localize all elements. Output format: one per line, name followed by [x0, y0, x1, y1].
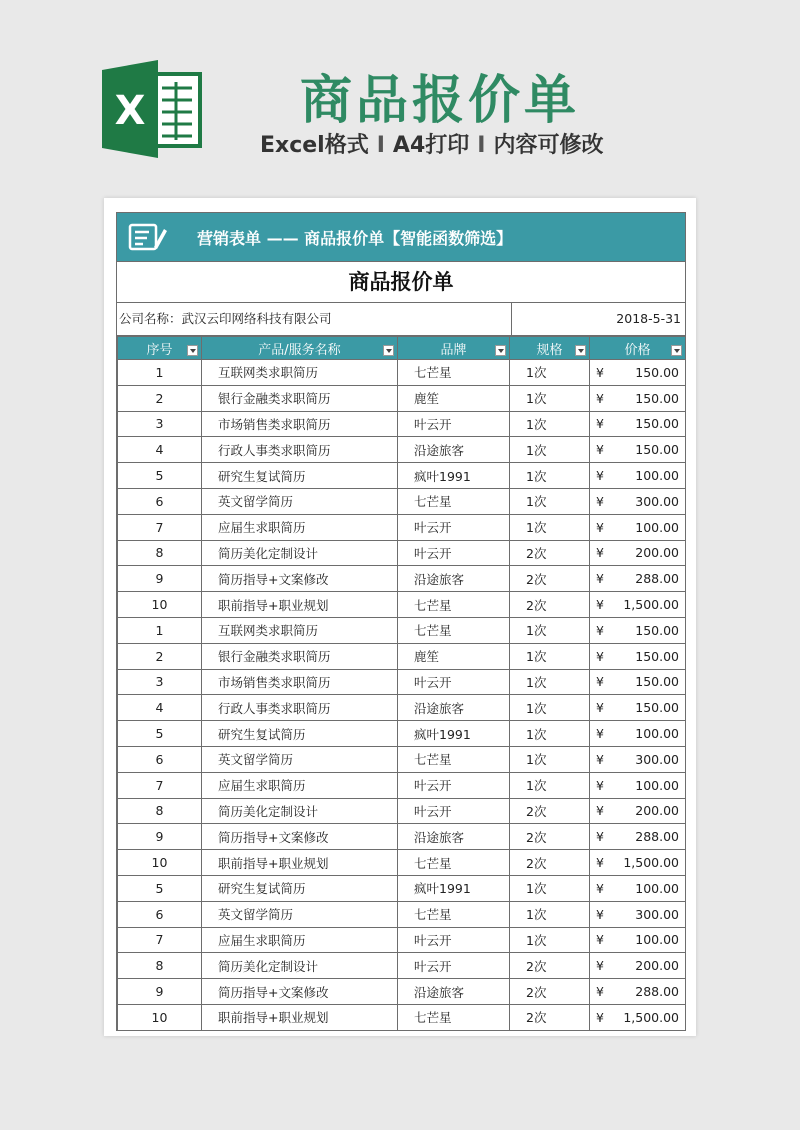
cell-price[interactable] — [590, 540, 686, 566]
currency-symbol: ¥ — [596, 622, 604, 638]
price-amount: 100.00 — [635, 468, 679, 484]
excel-logo-icon — [100, 60, 204, 158]
filter-dropdown-icon[interactable] — [671, 345, 682, 356]
cell-brand[interactable]: 沿途旅客 — [398, 437, 510, 463]
table-row — [118, 360, 686, 386]
cell-brand[interactable]: 七芒星 — [398, 617, 510, 643]
column-header-label: 产品/服务名称 — [258, 342, 341, 358]
table-row — [118, 463, 686, 489]
table-row — [118, 695, 686, 721]
currency-symbol: ¥ — [596, 700, 604, 716]
cell-spec[interactable]: 1次 — [510, 463, 590, 489]
currency-symbol: ¥ — [596, 958, 604, 974]
cell-product[interactable]: 银行金融类求职简历 — [202, 643, 398, 669]
table-row — [118, 617, 686, 643]
currency-symbol: ¥ — [596, 597, 604, 613]
currency-symbol: ¥ — [596, 803, 604, 819]
cell-price[interactable] — [590, 360, 686, 386]
cell-spec[interactable]: 1次 — [510, 488, 590, 514]
cell-no[interactable]: 7 — [118, 927, 202, 953]
price-amount: 288.00 — [635, 571, 679, 587]
cell-price[interactable] — [590, 514, 686, 540]
cell-spec[interactable]: 2次 — [510, 798, 590, 824]
cell-price[interactable] — [590, 411, 686, 437]
table-row — [118, 566, 686, 592]
cell-spec[interactable]: 1次 — [510, 385, 590, 411]
currency-symbol: ¥ — [596, 932, 604, 948]
cell-spec[interactable]: 2次 — [510, 1004, 590, 1030]
cell-no[interactable]: 10 — [118, 850, 202, 876]
column-header-label: 价格 — [624, 342, 651, 358]
cell-product[interactable]: 简历指导+文案修改 — [202, 824, 398, 850]
cell-brand[interactable]: 叶云开 — [398, 669, 510, 695]
filter-dropdown-icon[interactable] — [495, 345, 506, 356]
currency-symbol: ¥ — [596, 726, 604, 742]
cell-brand[interactable]: 鹿笙 — [398, 643, 510, 669]
cell-product[interactable]: 市场销售类求职简历 — [202, 669, 398, 695]
cell-product[interactable]: 行政人事类求职简历 — [202, 695, 398, 721]
cell-spec[interactable]: 2次 — [510, 953, 590, 979]
table-row — [118, 540, 686, 566]
cell-spec[interactable]: 1次 — [510, 437, 590, 463]
currency-symbol: ¥ — [596, 674, 604, 690]
sheet-header-text: 营销表单 —— 商品报价单【智能函数筛选】 — [197, 229, 513, 248]
main-title: 商品报价单 — [300, 71, 581, 131]
cell-brand[interactable]: 叶云开 — [398, 953, 510, 979]
cell-product[interactable]: 英文留学简历 — [202, 746, 398, 772]
cell-no[interactable]: 7 — [118, 514, 202, 540]
cell-price[interactable] — [590, 1004, 686, 1030]
cell-spec[interactable]: 2次 — [510, 566, 590, 592]
price-amount: 100.00 — [635, 726, 679, 742]
cell-no[interactable]: 9 — [118, 979, 202, 1005]
cell-no[interactable]: 9 — [118, 824, 202, 850]
cell-brand[interactable]: 七芒星 — [398, 850, 510, 876]
cell-product[interactable]: 英文留学简历 — [202, 901, 398, 927]
info-row — [117, 303, 685, 336]
quote-date: 2018-5-31 — [616, 311, 681, 326]
price-amount: 150.00 — [635, 442, 679, 458]
cell-brand[interactable]: 鹿笙 — [398, 385, 510, 411]
cell-no[interactable]: 2 — [118, 643, 202, 669]
document-pen-icon — [127, 221, 167, 253]
cell-spec[interactable]: 1次 — [510, 927, 590, 953]
cell-price[interactable] — [590, 875, 686, 901]
currency-symbol: ¥ — [596, 468, 604, 484]
cell-spec[interactable]: 1次 — [510, 695, 590, 721]
column-header-spec — [510, 337, 590, 360]
cell-no[interactable]: 8 — [118, 540, 202, 566]
cell-no[interactable]: 7 — [118, 772, 202, 798]
cell-price[interactable] — [590, 721, 686, 747]
cell-spec[interactable]: 2次 — [510, 540, 590, 566]
cell-spec[interactable]: 1次 — [510, 875, 590, 901]
banner — [0, 0, 800, 190]
price-amount: 150.00 — [635, 700, 679, 716]
currency-symbol: ¥ — [596, 390, 604, 406]
price-amount: 150.00 — [635, 390, 679, 406]
currency-symbol: ¥ — [596, 648, 604, 664]
cell-brand[interactable]: 七芒星 — [398, 488, 510, 514]
table-row — [118, 488, 686, 514]
currency-symbol: ¥ — [596, 906, 604, 922]
currency-symbol: ¥ — [596, 880, 604, 896]
cell-product[interactable]: 研究生复试简历 — [202, 721, 398, 747]
cell-product[interactable]: 应届生求职简历 — [202, 927, 398, 953]
cell-price[interactable] — [590, 592, 686, 618]
cell-brand[interactable]: 疯叶1991 — [398, 463, 510, 489]
cell-brand[interactable]: 叶云开 — [398, 514, 510, 540]
currency-symbol: ¥ — [596, 545, 604, 561]
cell-brand[interactable]: 疯叶1991 — [398, 875, 510, 901]
cell-spec[interactable]: 1次 — [510, 669, 590, 695]
column-header-brand — [398, 337, 510, 360]
table-row — [118, 437, 686, 463]
cell-no[interactable]: 10 — [118, 592, 202, 618]
cell-no[interactable]: 4 — [118, 437, 202, 463]
cell-no[interactable]: 1 — [118, 617, 202, 643]
subtitle-separator: I — [376, 133, 385, 158]
currency-symbol: ¥ — [596, 855, 604, 871]
cell-spec[interactable]: 1次 — [510, 643, 590, 669]
cell-brand[interactable]: 七芒星 — [398, 360, 510, 386]
subtitle-print: A4打印 — [392, 133, 470, 158]
filter-dropdown-icon[interactable] — [187, 345, 198, 356]
cell-product[interactable]: 互联网类求职简历 — [202, 617, 398, 643]
filter-dropdown-icon[interactable] — [383, 345, 394, 356]
price-amount: 150.00 — [635, 416, 679, 432]
cell-price[interactable] — [590, 798, 686, 824]
cell-brand[interactable]: 叶云开 — [398, 540, 510, 566]
currency-symbol: ¥ — [596, 493, 604, 509]
cell-spec[interactable]: 1次 — [510, 901, 590, 927]
table-row — [118, 772, 686, 798]
cell-price[interactable] — [590, 927, 686, 953]
currency-symbol: ¥ — [596, 442, 604, 458]
cell-no[interactable]: 6 — [118, 488, 202, 514]
cell-no[interactable]: 9 — [118, 566, 202, 592]
cell-brand[interactable]: 七芒星 — [398, 901, 510, 927]
price-amount: 100.00 — [635, 880, 679, 896]
cell-price[interactable] — [590, 385, 686, 411]
subtitle-format: Excel格式 — [260, 133, 369, 158]
cell-spec[interactable]: 2次 — [510, 850, 590, 876]
cell-price[interactable] — [590, 488, 686, 514]
price-amount: 300.00 — [635, 493, 679, 509]
table-row — [118, 927, 686, 953]
cell-product[interactable]: 研究生复试简历 — [202, 875, 398, 901]
cell-product[interactable]: 市场销售类求职简历 — [202, 411, 398, 437]
table-row — [118, 798, 686, 824]
cell-brand[interactable]: 疯叶1991 — [398, 721, 510, 747]
table-row — [118, 643, 686, 669]
cell-spec[interactable]: 1次 — [510, 772, 590, 798]
table-row — [118, 979, 686, 1005]
cell-product[interactable]: 简历指导+文案修改 — [202, 979, 398, 1005]
cell-price[interactable] — [590, 953, 686, 979]
cell-product[interactable]: 简历美化定制设计 — [202, 798, 398, 824]
cell-product[interactable]: 职前指导+职业规划 — [202, 592, 398, 618]
cell-product[interactable]: 行政人事类求职简历 — [202, 437, 398, 463]
currency-symbol: ¥ — [596, 571, 604, 587]
price-amount: 150.00 — [635, 674, 679, 690]
table-row — [118, 824, 686, 850]
column-header-label: 规格 — [536, 342, 563, 358]
sheet-header-bar — [117, 213, 685, 262]
cell-price[interactable] — [590, 772, 686, 798]
cell-price[interactable] — [590, 437, 686, 463]
cell-product[interactable]: 职前指导+职业规划 — [202, 1004, 398, 1030]
cell-price[interactable] — [590, 463, 686, 489]
currency-symbol: ¥ — [596, 416, 604, 432]
cell-spec[interactable]: 1次 — [510, 746, 590, 772]
cell-spec[interactable]: 2次 — [510, 824, 590, 850]
cell-spec[interactable]: 1次 — [510, 360, 590, 386]
cell-product[interactable]: 简历指导+文案修改 — [202, 566, 398, 592]
price-amount: 200.00 — [635, 958, 679, 974]
price-table — [117, 336, 686, 1031]
currency-symbol: ¥ — [596, 829, 604, 845]
cell-brand[interactable]: 沿途旅客 — [398, 695, 510, 721]
price-amount: 300.00 — [635, 751, 679, 767]
cell-no[interactable]: 5 — [118, 721, 202, 747]
cell-no[interactable]: 6 — [118, 746, 202, 772]
cell-product[interactable]: 互联网类求职简历 — [202, 360, 398, 386]
price-amount: 100.00 — [635, 932, 679, 948]
price-amount: 100.00 — [635, 519, 679, 535]
table-row — [118, 901, 686, 927]
cell-spec[interactable]: 1次 — [510, 514, 590, 540]
currency-symbol: ¥ — [596, 777, 604, 793]
price-amount: 200.00 — [635, 803, 679, 819]
cell-price[interactable] — [590, 901, 686, 927]
column-header-no — [118, 337, 202, 360]
cell-spec[interactable]: 2次 — [510, 979, 590, 1005]
cell-brand[interactable]: 七芒星 — [398, 1004, 510, 1030]
cell-no[interactable]: 5 — [118, 875, 202, 901]
table-row — [118, 669, 686, 695]
table-row — [118, 850, 686, 876]
cell-product[interactable]: 简历美化定制设计 — [202, 540, 398, 566]
cell-price[interactable] — [590, 617, 686, 643]
cell-product[interactable]: 应届生求职简历 — [202, 772, 398, 798]
currency-symbol: ¥ — [596, 1009, 604, 1025]
cell-spec[interactable]: 1次 — [510, 617, 590, 643]
paper-sheet — [104, 198, 696, 1036]
price-amount: 150.00 — [635, 648, 679, 664]
table-row — [118, 875, 686, 901]
currency-symbol: ¥ — [596, 984, 604, 1000]
subtitle-editable: 内容可修改 — [493, 133, 604, 158]
table-row — [118, 721, 686, 747]
column-header-label: 序号 — [146, 342, 173, 358]
sheet-title: 商品报价单 — [117, 262, 685, 303]
excel-logo-letter: X — [114, 88, 146, 134]
cell-no[interactable]: 3 — [118, 669, 202, 695]
price-amount: 288.00 — [635, 829, 679, 845]
table-row — [118, 514, 686, 540]
cell-no[interactable]: 6 — [118, 901, 202, 927]
cell-spec[interactable]: 1次 — [510, 411, 590, 437]
price-amount: 1,500.00 — [623, 597, 679, 613]
price-amount: 100.00 — [635, 777, 679, 793]
price-amount: 150.00 — [635, 622, 679, 638]
cell-price[interactable] — [590, 695, 686, 721]
column-header-price — [590, 337, 686, 360]
cell-brand[interactable]: 叶云开 — [398, 927, 510, 953]
cell-product[interactable]: 银行金融类求职简历 — [202, 385, 398, 411]
cell-brand[interactable]: 叶云开 — [398, 798, 510, 824]
cell-product[interactable]: 应届生求职简历 — [202, 514, 398, 540]
cell-no[interactable]: 2 — [118, 385, 202, 411]
price-amount: 1,500.00 — [623, 1009, 679, 1025]
price-amount: 300.00 — [635, 906, 679, 922]
cell-no[interactable]: 10 — [118, 1004, 202, 1030]
cell-no[interactable]: 8 — [118, 798, 202, 824]
subtitle — [260, 128, 603, 159]
price-amount: 200.00 — [635, 545, 679, 561]
column-header-product — [202, 337, 398, 360]
cell-brand[interactable]: 叶云开 — [398, 411, 510, 437]
cell-product[interactable]: 简历美化定制设计 — [202, 953, 398, 979]
cell-product[interactable]: 职前指导+职业规划 — [202, 850, 398, 876]
table-row — [118, 385, 686, 411]
price-amount: 1,500.00 — [623, 855, 679, 871]
cell-price[interactable] — [590, 669, 686, 695]
price-amount: 150.00 — [635, 364, 679, 380]
cell-price[interactable] — [590, 746, 686, 772]
cell-brand[interactable]: 叶云开 — [398, 772, 510, 798]
currency-symbol: ¥ — [596, 519, 604, 535]
cell-brand[interactable]: 沿途旅客 — [398, 979, 510, 1005]
table-row — [118, 592, 686, 618]
cell-no[interactable]: 5 — [118, 463, 202, 489]
cell-product[interactable]: 研究生复试简历 — [202, 463, 398, 489]
cell-brand[interactable]: 七芒星 — [398, 746, 510, 772]
cell-no[interactable]: 4 — [118, 695, 202, 721]
cell-spec[interactable]: 1次 — [510, 721, 590, 747]
filter-dropdown-icon[interactable] — [575, 345, 586, 356]
cell-no[interactable]: 8 — [118, 953, 202, 979]
table-row — [118, 411, 686, 437]
cell-price[interactable] — [590, 824, 686, 850]
cell-brand[interactable]: 沿途旅客 — [398, 566, 510, 592]
table-row — [118, 953, 686, 979]
cell-no[interactable]: 1 — [118, 360, 202, 386]
cell-product[interactable]: 英文留学简历 — [202, 488, 398, 514]
cell-spec[interactable]: 2次 — [510, 592, 590, 618]
column-header-label: 品牌 — [440, 342, 467, 358]
price-amount: 288.00 — [635, 984, 679, 1000]
company-name: 公司名称：武汉云印网络科技有限公司 — [117, 303, 512, 335]
cell-price[interactable] — [590, 979, 686, 1005]
quote-sheet — [116, 212, 686, 1031]
cell-price[interactable] — [590, 566, 686, 592]
cell-brand[interactable]: 七芒星 — [398, 592, 510, 618]
table-row — [118, 746, 686, 772]
cell-price[interactable] — [590, 643, 686, 669]
cell-price[interactable] — [590, 850, 686, 876]
table-header-row — [118, 337, 686, 360]
cell-brand[interactable]: 沿途旅客 — [398, 824, 510, 850]
cell-no[interactable]: 3 — [118, 411, 202, 437]
subtitle-separator: I — [477, 133, 486, 158]
table-row — [118, 1004, 686, 1030]
currency-symbol: ¥ — [596, 364, 604, 380]
currency-symbol: ¥ — [596, 751, 604, 767]
